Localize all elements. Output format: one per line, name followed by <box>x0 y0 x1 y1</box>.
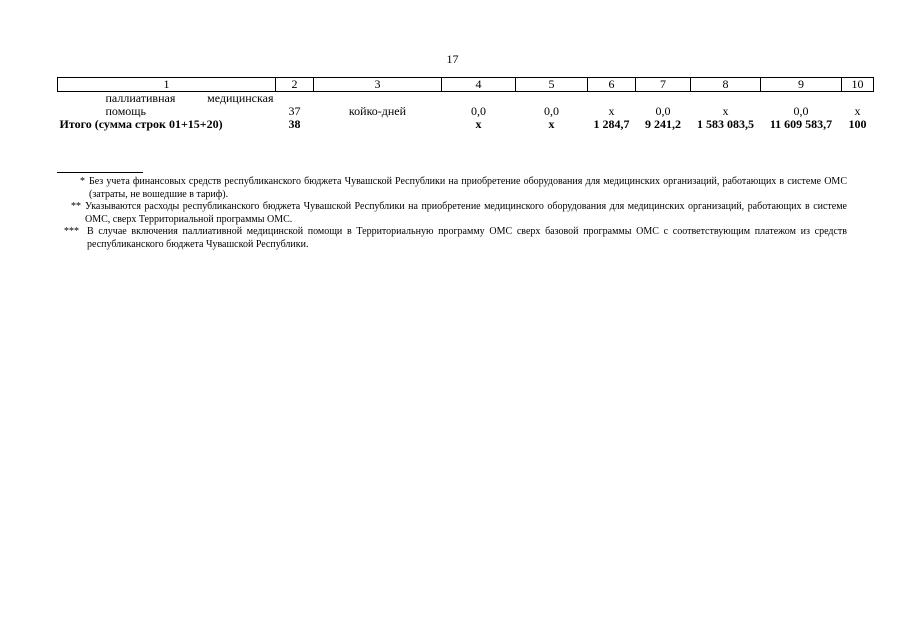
page-number: 17 <box>446 52 459 66</box>
footnote <box>57 201 847 226</box>
row-name-line: помощь <box>105 104 146 118</box>
row-name-line: паллиативная медицинская <box>105 91 274 105</box>
column-header: 3 <box>314 78 442 92</box>
table-cell: х <box>854 104 861 118</box>
column-header: 10 <box>842 78 874 92</box>
table-cell: 0,0 <box>655 104 671 118</box>
table-header-row <box>58 78 874 92</box>
footnote-divider <box>57 172 143 173</box>
footnote-text: Указываются расходы республиканского бюджета Чувашской Республики на приобретение медицинского оборудования для медицинских организаций, работающих в системе ОМС, сверх Территориальной программы ОМС. <box>85 201 847 225</box>
table-cell: х <box>722 104 729 118</box>
column-header: 9 <box>761 78 842 92</box>
table-total-row <box>58 118 874 131</box>
table-cell: 11 609 583,7 <box>769 117 833 131</box>
table-cell: 37 <box>288 104 301 118</box>
table-cell: 100 <box>848 117 867 131</box>
table-cell: х <box>548 117 555 131</box>
footnotes <box>57 176 847 252</box>
column-header: 6 <box>588 78 636 92</box>
table-cell: 38 <box>288 117 301 131</box>
column-header: 7 <box>636 78 691 92</box>
table-cell: 0,0 <box>544 104 559 118</box>
table-cell <box>314 118 442 131</box>
table-row <box>58 92 874 119</box>
footnote-text: В случае включения паллиативной медицинской помощи в Территориальную программу ОМС сверх базовой программы ОМС с соответствующим платежом из средств республиканского бюджета Чувашской Республики. <box>87 226 847 250</box>
table-cell: х <box>608 104 615 118</box>
column-header: 1 <box>58 78 276 92</box>
table-cell: койко-дней <box>348 104 407 118</box>
row-name-cell <box>58 92 276 119</box>
footnote <box>57 226 847 251</box>
column-header: 5 <box>516 78 588 92</box>
table-cell: 1 583 083,5 <box>697 117 754 131</box>
row-name-cell: Итого (сумма строк 01+15+20) <box>59 117 223 131</box>
table-cell: 0,0 <box>471 104 486 118</box>
table-cell: 9 241,2 <box>645 117 681 131</box>
footnote <box>57 176 847 201</box>
column-header: 4 <box>442 78 516 92</box>
table-cell: 1 284,7 <box>593 117 630 131</box>
footnote-mark: *** <box>64 226 79 238</box>
table-cell: 0,0 <box>793 104 809 118</box>
column-header: 2 <box>276 78 314 92</box>
footnote-mark: * <box>80 176 85 187</box>
footnote-mark: ** <box>71 201 81 213</box>
footnote-text: Без учета финансовых средств республиканского бюджета Чувашской Республики на приобретение оборудования для медицинских организаций, работающих в системе ОМС (затраты, не вошедшие в тариф). <box>89 176 847 200</box>
table-cell: х <box>475 117 482 131</box>
column-header: 8 <box>691 78 761 92</box>
budget-table <box>57 77 874 131</box>
